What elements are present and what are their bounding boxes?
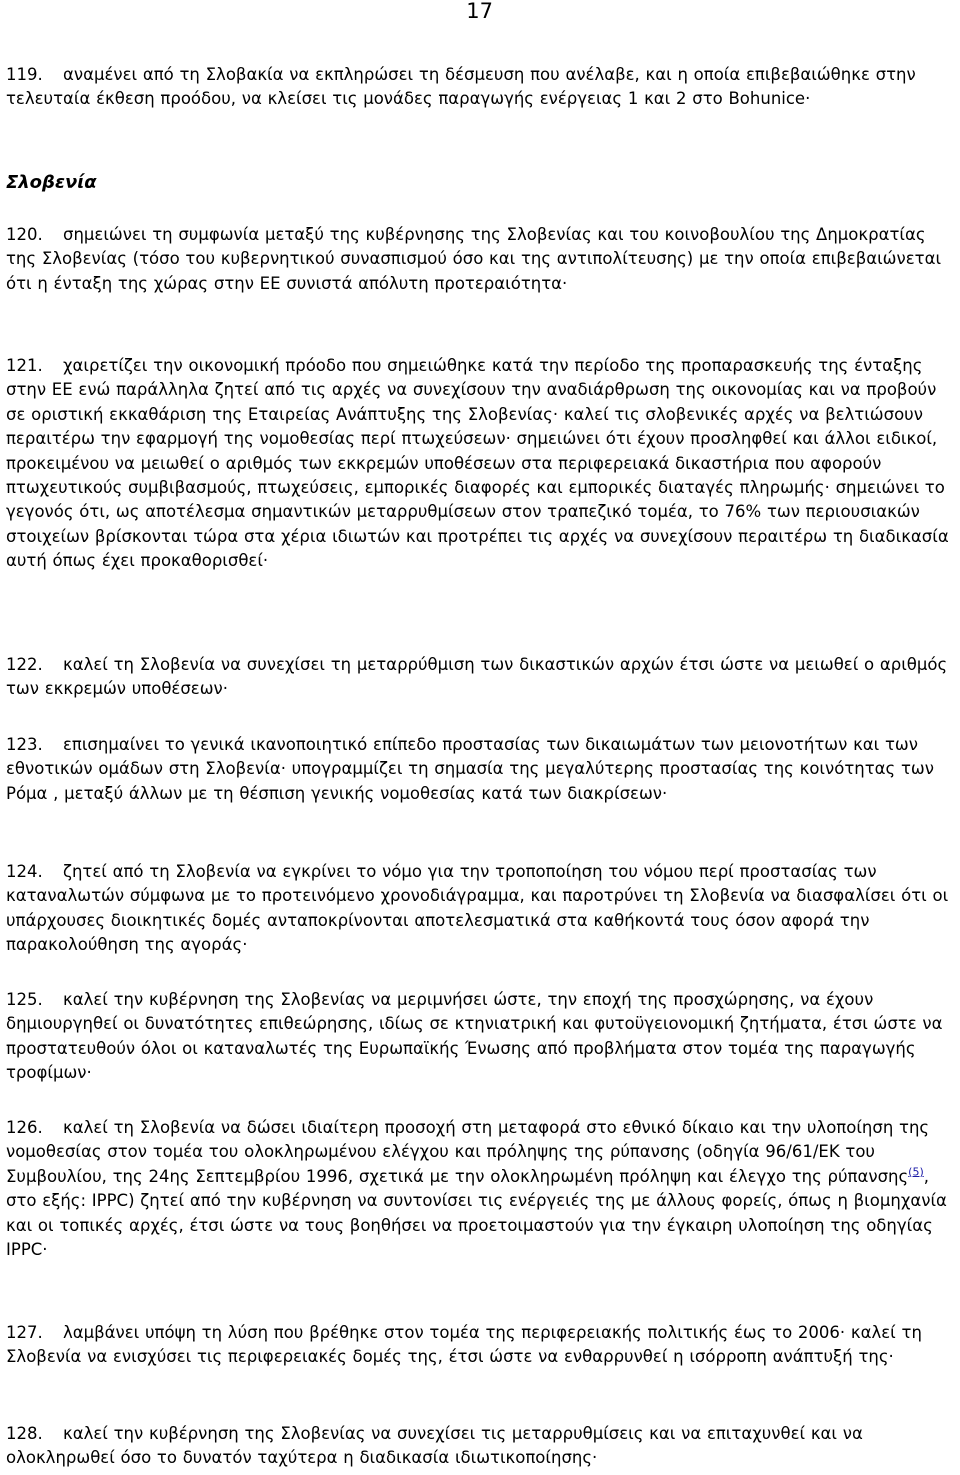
paragraph-text: καλεί την κυβέρνηση της Σλοβενίας να συνεχίσει τις μεταρρυθμίσεις και να επιταχυνθεί και να ολοκληρωθεί όσο το δυνατόν ταχύτερα η διαδικασία ιδιωτικοποίησης· — [6, 1424, 863, 1468]
paragraph-125 — [6, 988, 956, 1086]
paragraph-text: σημειώνει τη συμφωνία μεταξύ της κυβέρνησης της Σλοβενίας και του κοινοβουλίου της Δημοκρατίας της Σλοβενίας (τόσο του κυβερνητικού συνασπισμού όσο και της αντιπολίτευσης) με την οποία επιβεβαιώνεται ότι η ένταξη της χώρας στην ΕΕ συνιστά απόλυτη προτεραιότητα· — [6, 225, 942, 293]
paragraph-123 — [6, 733, 956, 806]
paragraph-124 — [6, 860, 956, 958]
section-heading: Σλοβενία — [6, 172, 97, 193]
paragraph-126 — [6, 1116, 956, 1262]
paragraph-121 — [6, 354, 956, 574]
paragraph-128 — [6, 1422, 956, 1471]
paragraph-text: ζητεί από τη Σλοβενία να εγκρίνει το νόμο για την τροποποίηση του νόμου περί προστασίας των καταναλωτών σύμφωνα με το προτεινόμενο χρονοδιάγραμμα, και παροτρύνει τη Σλοβενία να διασφαλίσει ότι οι υπάρχουσες διοικητικές δομές ανταποκρίνονται αποτελεσματικά στα καθήκοντά τους όσον αφορά την παρακολούθηση της αγοράς· — [6, 862, 949, 955]
paragraph-text: καλεί την κυβέρνηση της Σλοβενίας να μεριμνήσει ώστε, την εποχή της προσχώρησης, να έχουν δημιουργηθεί οι δυνατότητες επιθεώρησης, ιδίως σε κτηνιατρική και φυτοϋγειονομική ζητήματα, έτσι ώστε να προστατευθούν όλοι οι καταναλωτές της Ευρωπαϊκής Ένωσης από προβλήματα στον τομέα της παραγωγής τροφίμων· — [6, 990, 943, 1083]
paragraph-number: 126. — [6, 1118, 43, 1137]
paragraph-120 — [6, 223, 956, 296]
footnote-link[interactable]: (5) — [908, 1165, 924, 1179]
paragraph-number: 127. — [6, 1323, 43, 1342]
paragraph-text: καλεί τη Σλοβενία να συνεχίσει τη μεταρρύθμιση των δικαστικών αρχών έτσι ώστε να μειωθεί ο αριθμός των εκκρεμών υποθέσεων· — [6, 655, 948, 699]
paragraph-text: καλεί τη Σλοβενία να δώσει ιδιαίτερη προσοχή στη μεταφορά στο εθνικό δίκαιο και την υλοποίηση της νομοθεσίας στον τομέα του ολοκληρωμένου ελέγχου και πρόληψης της ρύπανσης (οδηγία 96/61/ΕΚ του Συμβουλίου, της 24ης Σεπτεμβρίου 1996, σχετικά με την ολοκληρωμένη πρόληψη και έλεγχο της ρύπανσης — [6, 1118, 930, 1186]
paragraph-number: 128. — [6, 1424, 43, 1443]
paragraph-text: επισημαίνει το γενικά ικανοποιητικό επίπεδο προστασίας των δικαιωμάτων των μειονοτήτων και των εθνοτικών ομάδων στη Σλοβενία· υπογραμμίζει τη σημασία της μεγαλύτερης προστασίας της κοινότητας των Ρόμα , μεταξύ άλλων με τη θέσπιση γενικής νομοθεσίας κατά των διακρίσεων· — [6, 735, 934, 803]
paragraph-number: 120. — [6, 225, 43, 244]
paragraph-number: 121. — [6, 356, 43, 375]
paragraph-127 — [6, 1321, 956, 1370]
paragraph-text: χαιρετίζει την οικονομική πρόοδο που σημειώθηκε κατά την περίοδο της προπαρασκευής της ένταξης στην ΕΕ ενώ παράλληλα ζητεί από τις αρχές να συνεχίσουν την αναδιάρθρωση της οικονομίας και να προβούν σε οριστική εκκαθάριση της Εταιρείας Ανάπτυξης της Σλοβενίας· καλεί τις σλοβενικές αρχές να βελτιώσουν περαιτέρω την εφαρμογή της νομοθεσίας περί πτωχεύσεων· σημειώνει ότι έχουν προσληφθεί και άλλοι ειδικοί, προκειμένου να μειωθεί ο αριθμός των εκκρεμών υποθέσεων στα περιφερειακά δικαστήρια που αφορούν πτωχευτικούς συμβιβασμούς, πτωχεύσεις, εμπορικές διαφορές και εμπορικές διαταγές πληρωμής· σημειώνει το γεγονός ότι, ως αποτέλεσμα σημαντικών μεταρρυθμίσεων στον τραπεζικό τομέα, το 76% των περιουσιακών στοιχείων βρίσκονται τώρα στα χέρια ιδιωτών και προτρέπει τις αρχές να συνεχίσουν περαιτέρω τη διαδικασία αυτή όπως έχει προκαθορισθεί· — [6, 356, 949, 571]
paragraph-number: 119. — [6, 65, 43, 84]
paragraph-122 — [6, 653, 956, 702]
paragraph-number: 122. — [6, 655, 43, 674]
paragraph-text: λαμβάνει υπόψη τη λύση που βρέθηκε στον τομέα της περιφερειακής πολιτικής έως το 2006· καλεί τη Σλοβενία να ενισχύσει τις περιφερειακές δομές της, έτσι ώστε να ενθαρρυνθεί η ισόρροπη ανάπτυξή της· — [6, 1323, 922, 1367]
paragraph-number: 125. — [6, 990, 43, 1009]
page-number: 17 — [466, 0, 493, 23]
paragraph-119 — [6, 63, 956, 112]
paragraph-text: αναμένει από τη Σλοβακία να εκπληρώσει τη δέσμευση που ανέλαβε, και η οποία επιβεβαιώθηκε στην τελευταία έκθεση προόδου, να κλείσει τις μονάδες παραγωγής ενέργειας 1 και 2 στο Bohunice· — [6, 65, 916, 109]
paragraph-number: 123. — [6, 735, 43, 754]
paragraph-number: 124. — [6, 862, 43, 881]
paragraph-text-continued: , στο εξής: IPPC) ζητεί από την κυβέρνηση να συντονίσει τις ενέργειές της με άλλους φορείς, όπως η βιομηχανία και οι τοπικές αρχές, έτσι ώστε να τους βοηθήσει να προετοιμαστούν για την έγκαιρη υλοποίηση της οδηγίας IPPC· — [6, 1166, 947, 1260]
